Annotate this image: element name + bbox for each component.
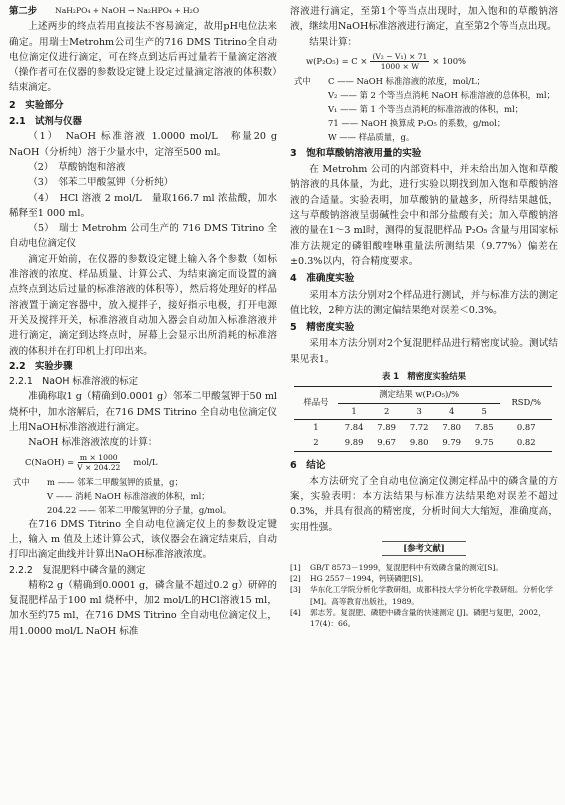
def-w: W —— 样品质量，g。 [328,131,415,142]
result-intro: 结果计算： [309,36,358,48]
determination-paragraph: 精称2 g（精确到0.0001 g，磷含量不超过0.2 g）研碎的复混肥样品于100 ml 烧杯中，加2 mol/L的HCl溶液15 ml，加水至约75 ml，在716 DMS Titrino 全自动电位滴定仪上，用1.0000 mol/L NaOH 标准 [9,579,277,637]
group-header: 测定结果 w(P₂O₅)/% [338,387,501,403]
intro-paragraph: 上述两步的终点若用直接法不容易滴定，故用pH电位法来确定。用瑞士Metrohm公司生产的716 DMS Titrino全自动电位滴定仪进行滴定，可在终点到达后再过量若干量滴定溶液（操作者可在仪器的参数设定键上设定过量滴定溶液的体积数）结束滴定。 [9,21,277,94]
rsd-cell: 0.82 [500,435,552,451]
table-cell: 7.84 [344,421,364,432]
result-denominator: 1000 × W [380,62,420,72]
step-equation: NaH₂PO₄ + NaOH → Na₂HPO₄ + H₂O [55,6,200,15]
right-column [290,4,558,629]
section-5-heading: 5 精密度实验 [290,322,355,334]
trial-header: 1 [351,405,357,416]
trial-header: 4 [449,405,455,416]
reference-item: [2] HG 2557－1994，钙镁磷肥[S]。 [290,574,429,584]
section-6-heading: 6 结论 [290,459,326,471]
calibration-paragraph: 准确称取1 g（精确到0.0001 g）邻苯二甲酸氢钾于50 ml 烧杯中，加水溶解后，在716 DMS Titrino 全自动电位滴定仪上用NaOH标准溶液进行滴定。 [9,391,277,434]
table-cell: 9.79 [435,435,468,451]
section-3-heading: 3 饱和草酸钠溶液用量的实验 [290,147,422,159]
table-header-row [294,387,552,403]
result-formula [290,50,558,74]
table-row [294,419,552,435]
result-tail: × 100% [432,56,467,67]
reagent-item-2: （2） 草酸钠饱和溶液 [28,161,126,173]
procedure-paragraph: 滴定开始前，在仪器的参数设定键上输入各个参数（如标准溶液的浓度、样品质量、计算公式、为结束滴定而设置的滴点终点到达后过量的标准溶液的体积等），然后将处理好的样品溶液置于滴定容器中，放入搅拌子，接好指示电极，打开电源开关及搅拌开关，标准溶液自动加入器会自动加入标准溶液并进行滴定，滴定到达终点时，屏幕上会显示出所消耗的标准溶液的体积并在打印机上打印出来。 [9,253,277,357]
titrino-paragraph: 在716 DMS Titrino 全自动电位滴定仪上的参数设定键上，输入 m 值及上述计算公式，该仪器会在滴定结束后，自动打印出滴定曲线并计算出NaOH标准溶液浓度。 [9,518,277,561]
reference-item: [1] GB/T 8573－1999，复混肥料中有效磷含量的测定[S]。 [290,563,503,573]
section-4-paragraph: 采用本方法分别对2个样品进行测试，并与标准方法的测定值比较，2种方法的测定偏结果绝对误差＜0.3%。 [290,289,558,316]
precision-table [294,386,552,451]
section-2-2-1-heading: 2.2.1 NaOH 标准溶液的标定 [9,376,139,388]
section-2-heading: 2 实验部分 [9,99,64,111]
def-v1: V₁ —— 第 1 个等当点消耗的标准溶液的体积，ml； [328,103,524,114]
left-column [9,4,277,639]
reagent-item-3: （3） 邻苯二甲酸氢钾（分析纯） [28,177,174,189]
reference-item: [4] 郭志芳。复混肥、磷肥中磷含量的快速测定 [J]。磷肥与复肥，2002，17(4)：66。 [290,607,546,629]
concentration-intro: NaOH 标准溶液浓度的计算： [28,437,158,449]
concentration-unit: mol/L [133,456,158,467]
reagent-item-4: （4） HCl 溶液 2 mol/L 量取166.7 ml 浓盐酸，加水稀释至1 000 ml。 [9,192,277,219]
concentration-fraction [77,453,120,472]
definitions-lead: 式中 [294,75,311,86]
result-numerator: (V₂ − V₁) × 71 [372,52,428,62]
concentration-formula [9,451,277,475]
reference-list [290,562,558,629]
reagent-item-1: （1） NaOH 标准溶液 1.0000 mol/L 称量20 g NaOH（分析纯）溶于少量水中，定溶至500 ml。 [9,131,277,158]
section-2-2-heading: 2.2 实验步骤 [9,360,73,372]
table-cell: 9.67 [370,435,403,451]
def-m: m —— 邻苯二甲酸氢钾的质量，g； [47,476,183,487]
table-cell: 9.80 [403,435,436,451]
trial-header: 5 [481,405,487,416]
concentration-numerator: m × 1000 [79,453,118,463]
table-caption: 表 1 精密度实验结果 [381,371,467,382]
concentration-definitions [9,475,277,517]
continued-paragraph: 溶液进行滴定，至第1个等当点出现时，加入饱和的草酸钠溶液，继续用NaOH标准溶液进行滴定，直至第2个等当点出现。 [290,6,558,33]
def-c: C —— NaOH 标准溶液的浓度，mol/L； [328,75,486,86]
section-2-1-heading: 2.1 试剂与仪器 [9,116,82,128]
table-cell: 9.75 [468,435,501,451]
step-label: 第二步 [9,6,38,17]
def-204: 204.22 —— 邻苯二甲酸氢钾的分子量，g/mol。 [47,504,232,515]
section-4-heading: 4 准确度实验 [290,273,355,285]
references-title: [参考文献] [382,541,466,556]
section-6-paragraph: 本方法研究了全自动电位滴定仪测定样品中的磷含量的方案，实验表明：本方法结果与标准方法结果绝对误差不超过0.3%，并具有很高的精密度，分析时间大大缩短，准确度高，实用性强。 [290,475,558,533]
sample-header: 样品号 [294,387,338,420]
table-cell: 7.72 [409,421,429,432]
trial-header: 2 [383,405,390,416]
sample-id: 1 [313,421,319,432]
result-fraction [370,52,429,71]
section-5-paragraph: 采用本方法分别对2个复混肥样品进行精密度试验。测试结果见表1。 [290,338,558,365]
trial-header: 3 [416,405,422,416]
section-2-2-2-heading: 2.2.2 复混肥料中磷含量的测定 [9,564,146,576]
def-71: 71 —— NaOH 换算成 P₂O₅ 的系数，g/mol； [328,117,506,128]
reference-item: [3] 华东化工学院分析化学教研组，成都科技大学分析化学教研组。分析化学[M]。高等教育出版社，1989。 [290,585,553,606]
sample-id: 2 [294,435,338,451]
step-two-line [9,4,277,19]
rsd-cell: 0.87 [516,421,536,432]
reagent-item-5: （5） 瑞士 Metrohm 公司生产的 716 DMS Titrino 全自动电位滴定仪 [9,223,277,250]
result-definitions [290,74,558,144]
concentration-lhs: C(NaOH) = [25,456,75,467]
table-row [294,435,552,451]
def-v: V —— 消耗 NaOH 标准溶液的体积，ml； [47,490,210,501]
table-cell: 7.89 [377,421,396,432]
rsd-header: RSD/% [500,387,552,420]
section-3-paragraph: 在 Metrohm 公司的内部资料中，并未给出加入饱和草酸钠溶液的具体量，为此，进行实验以期找到加入饱和草酸钠溶液的合适量。实验表明，加草酸钠的量越多，所得结果越低，这与草酸钠溶液呈弱碱性会中和部分盐酸有关；加入草酸钠溶液的量在1～3 ml时，测得的复混肥样品 P₂O₅ 含量与用国家标准方法规定的磷钼酸喹啉重量法所测结果（9.77%）偏差在±0.3%以内，符合精度要求。 [290,164,558,267]
table-cell: 7.80 [442,421,461,432]
def-v2: V₂ —— 第 2 个等当点消耗 NaOH 标准溶液的总体积，ml； [328,89,555,100]
definitions-lead: 式中 [13,476,30,487]
result-lhs: w(P₂O₅) = C × [306,56,368,67]
table-cell: 7.85 [474,421,494,432]
concentration-denominator: V × 204.22 [77,463,121,473]
table-cell: 9.89 [338,435,371,451]
